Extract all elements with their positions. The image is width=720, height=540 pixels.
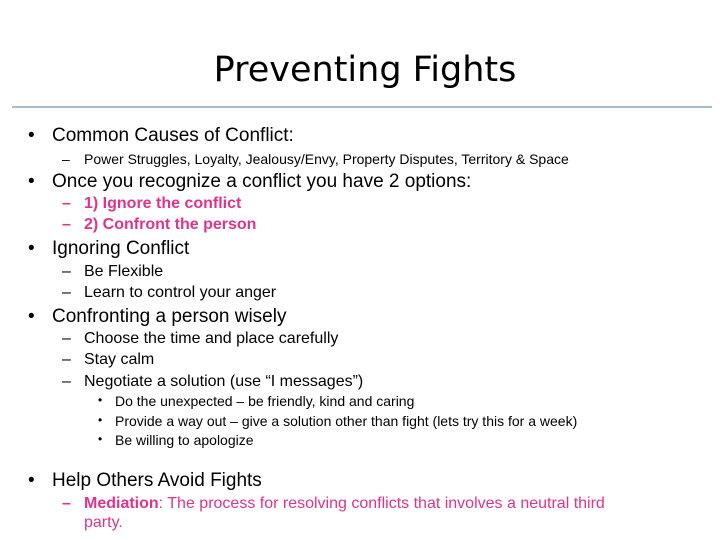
bullet-marker: • (28, 125, 35, 146)
dash-marker: – (62, 216, 71, 233)
sub-bullet-text: Choose the time and place carefully (84, 330, 339, 347)
bullet-marker: • (98, 413, 103, 427)
bullet-text: Once you recognize a conflict you have 2 options: (52, 171, 472, 192)
bullet-text: Confronting a person wisely (52, 306, 287, 327)
dash-marker: – (62, 195, 71, 212)
sub-bullet-text: 2) Confront the person (84, 216, 257, 233)
sub-bullet-text: Power Struggles, Loyalty, Jealousy/Envy, Property Disputes, Territory & Space (84, 151, 569, 167)
dash-marker: – (62, 351, 71, 368)
dash-marker: – (62, 495, 71, 512)
sub-bullet-text: 1) Ignore the conflict (84, 195, 242, 212)
bullet-text: Help Others Avoid Fights (52, 470, 262, 491)
bullet-marker: • (98, 393, 103, 407)
bullet-text: Ignoring Conflict (52, 238, 190, 259)
sub-bullet-text: Negotiate a solution (use “I messages”) (84, 373, 364, 390)
mediation-definition: : The process for resolving conflicts that involves a neutral third (158, 495, 605, 512)
sub-bullet-text: Be Flexible (84, 263, 164, 280)
slide-title: Preventing Fights (213, 50, 517, 90)
dash-marker: – (62, 284, 71, 301)
bullet-marker: • (28, 470, 35, 491)
bullet-marker: • (28, 171, 35, 192)
sub-sub-bullet-text: Be willing to apologize (115, 432, 254, 448)
title-divider (12, 106, 712, 108)
sub-sub-bullet-text: Provide a way out – give a solution other than fight (lets try this for a week) (115, 413, 578, 429)
dash-marker: – (62, 263, 71, 280)
sub-bullet-text (84, 495, 605, 513)
dash-marker: – (62, 151, 70, 167)
mediation-term: Mediation (84, 495, 159, 512)
sub-bullet-text: Learn to control your anger (84, 284, 277, 301)
bullet-text: Common Causes of Conflict: (52, 125, 294, 146)
dash-marker: – (62, 330, 71, 347)
sub-bullet-text: Stay calm (84, 351, 155, 368)
dash-marker: – (62, 373, 71, 390)
sub-sub-bullet-text: Do the unexpected – be friendly, kind and caring (115, 393, 415, 409)
bullet-marker: • (98, 432, 103, 446)
bullet-marker: • (28, 306, 35, 327)
mediation-definition-continued: party. (84, 514, 123, 531)
bullet-marker: • (28, 238, 35, 259)
